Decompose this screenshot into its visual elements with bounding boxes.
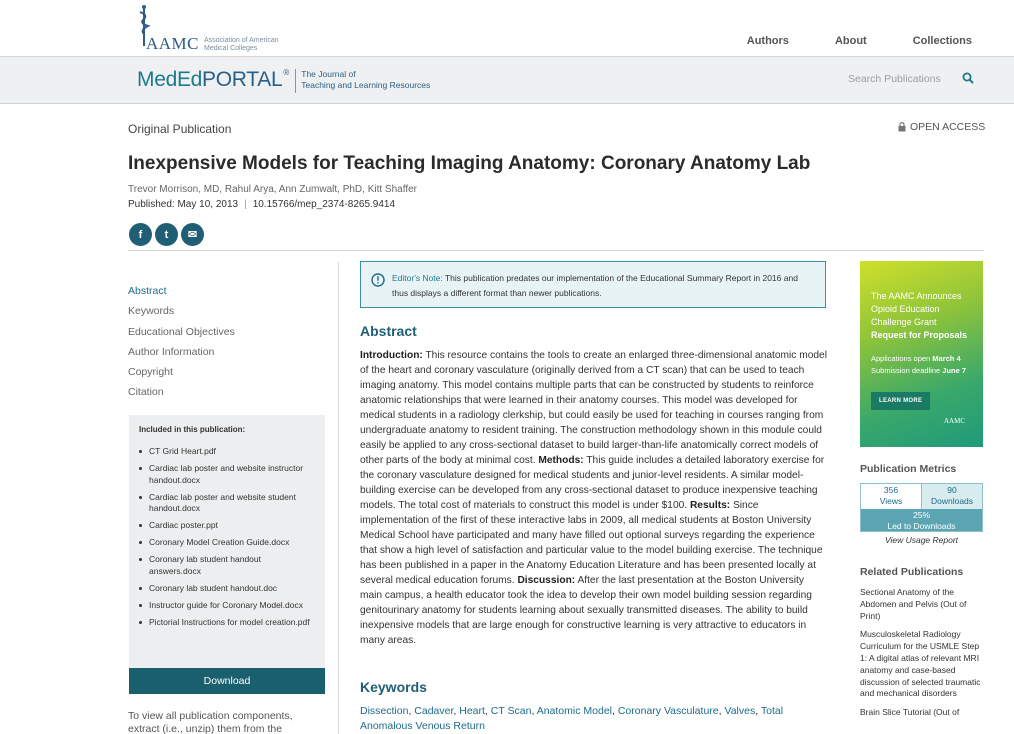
published-date: Published: May 10, 2013 [128, 199, 239, 210]
site-header [0, 0, 1014, 57]
view-usage-report-link[interactable]: View Usage Report [884, 535, 959, 545]
section-nav [128, 285, 235, 407]
ad-title [871, 290, 972, 342]
keyword-link[interactable]: Total Anomalous Venous Return [360, 705, 784, 732]
discussion-text: After the last presentation at the Boston University main campus, a health educator took the idea to develop their own model building session regarding genitourinary anatomy for students learning about sexually transmitted diseases. The ability to build inexpensive models that are large enough for constructive learning is very attractive to educators in many areas. [360, 575, 812, 646]
header-divider [128, 250, 984, 251]
ad-line-1: The AAMC Announces Opioid Education Challenge Grant [871, 291, 962, 327]
info-icon [371, 273, 385, 287]
open-access-label: OPEN ACCESS [910, 121, 986, 133]
ad-dates-1b: March 4 [932, 354, 961, 363]
abstract-body [360, 348, 828, 648]
email-icon[interactable]: ✉ [181, 223, 204, 246]
publication-info [128, 199, 395, 210]
keywords-heading: Keywords [360, 679, 427, 695]
methods-label: Methods: [538, 455, 584, 466]
editors-note [360, 261, 826, 308]
methods-text: This guide includes a detailed laboratory exercise for the coronary vasculature designed for medical students and junior-level residents. A similar model-building exercise can be developed from any cross-sectional dataset to produce inexpensive teaching models. The total cost of materials to construct this model is under $100. [360, 455, 825, 511]
download-button[interactable]: Download [129, 668, 325, 694]
section-link-keywords[interactable]: Keywords [128, 305, 175, 318]
ad-aamc-logo: AAMC [944, 417, 966, 425]
section-link-citation[interactable]: Citation [128, 386, 164, 399]
page-title: Inexpensive Models for Teaching Imaging Anatomy: Coronary Anatomy Lab [128, 153, 811, 174]
unzip-note: To view all publication components, extract (i.e., unzip) them from the [128, 710, 293, 734]
facebook-icon[interactable]: f [129, 223, 152, 246]
nav-authors[interactable]: Authors [746, 35, 789, 47]
lock-icon [898, 122, 906, 132]
keyword-link[interactable]: Valves [724, 705, 756, 717]
aamc-wordmark: AAMC [146, 34, 200, 53]
ad-line-2: Request for Proposals [871, 330, 968, 340]
share-buttons [129, 223, 204, 246]
downloads-metric [921, 484, 982, 509]
keyword-list: Dissection, Cadaver, Heart, CT Scan, Anatomic Model, Coronary Vasculature, Valves, Total Anomalous Venous Return [360, 705, 784, 732]
list-item: Coronary Model Creation Guide.docx [139, 537, 315, 549]
publication-metrics [860, 483, 983, 532]
top-nav [701, 35, 972, 47]
open-access-badge [898, 121, 985, 133]
list-item: Coronary lab student handout.doc [139, 583, 315, 595]
brand-journal [295, 69, 430, 93]
related-item[interactable]: Musculoskeletal Radiology Curriculum for the USMLE Step 1: A digital atlas of relevant MRI anatomy and case-based discussion of selected traumatic and mechanical disorders [860, 629, 981, 699]
led-to-downloads-metric [861, 509, 982, 531]
aamc-subtitle: Association of American Medical Colleges [204, 37, 279, 52]
twitter-icon[interactable]: t [155, 223, 178, 246]
search-input[interactable]: Search Publications [848, 73, 941, 85]
views-label: Views [879, 496, 903, 506]
author-list: Trevor Morrison, MD, Rahul Arya, Ann Zumwalt, PhD, Kitt Shaffer [128, 184, 417, 195]
learn-more-button[interactable]: LEARN MORE [871, 392, 930, 410]
included-heading: Included in this publication: [139, 425, 246, 434]
nav-about[interactable]: About [834, 35, 867, 47]
editors-note-text: This publication predates our implementation of the Educational Summary Report in 2016 and thus displays a different format than newer publications. [392, 273, 798, 298]
ad-dates-2b: June 7 [942, 366, 967, 375]
metrics-heading: Publication Metrics [860, 463, 957, 475]
list-item: Cardiac lab poster and website student handout.docx [139, 492, 315, 515]
search-icon[interactable] [962, 72, 974, 84]
section-link-author-info[interactable]: Author Information [128, 345, 215, 358]
section-link-abstract[interactable]: Abstract [128, 285, 167, 297]
intro-text: This resource contains the tools to create an enlarged three-dimensional anatomic model of the heart and coronary vasculature (originally derived from a CT scan) that can be used to teach imaging anatomy. This model contains multiple parts that can be constructed by students to reinforce anatomic relationships that were learned in their anatomy courses. This model was developed for medical students in a radiology clerkship, but could easily be used for teaching in courses ranging from undergraduate anatomy to resident training. The construction methodology shown in this module could easily be applied to any cross-sectional dataset to build larger-than-life anatomically correct models of other parts of the body at minimal cost. [360, 350, 827, 466]
brand-portal: PORTAL [202, 68, 283, 91]
intro-label: Introduction: [360, 350, 423, 361]
keyword-link[interactable]: Heart [459, 705, 485, 717]
downloads-label: Downloads [930, 496, 974, 506]
keyword-link[interactable]: Dissection [360, 705, 409, 717]
brand-med: MedEd [137, 68, 203, 91]
nav-collections[interactable]: Collections [912, 35, 972, 47]
views-metric [861, 484, 921, 509]
views-count: 356 [883, 485, 899, 495]
opioid-grant-ad[interactable] [860, 261, 983, 447]
ad-dates-1: Applications open [871, 354, 933, 363]
editors-note-label: Editor's Note: [392, 273, 443, 283]
abstract-heading: Abstract [360, 323, 417, 339]
section-link-copyright[interactable]: Copyright [128, 366, 173, 379]
included-file-list [139, 446, 315, 628]
brand-reg: ® [283, 68, 290, 77]
column-divider [338, 262, 339, 734]
separator: | [244, 199, 247, 210]
keyword-link[interactable]: CT Scan [490, 705, 532, 717]
included-files-panel [129, 415, 325, 668]
doi-link[interactable]: 10.15766/mep_2374-8265.9414 [252, 199, 396, 210]
downloads-count: 90 [947, 485, 957, 495]
list-item: Cardiac lab poster and website instructor handout.docx [139, 463, 315, 486]
results-label: Results: [689, 500, 731, 511]
portal-bar [0, 57, 1014, 104]
list-item: Cardiac poster.ppt [139, 520, 315, 532]
keyword-link[interactable]: Anatomic Model [536, 705, 612, 717]
led-pct: 25% [912, 510, 930, 520]
section-link-objectives[interactable]: Educational Objectives [128, 325, 235, 338]
list-item: Pictorial Instructions for model creation.pdf [139, 617, 315, 629]
list-item: Coronary lab student handout answers.docx [139, 554, 315, 577]
publication-type: Original Publication [128, 122, 232, 136]
related-item[interactable]: Sectional Anatomy of the Abdomen and Pelvis (Out of Print) [860, 587, 967, 621]
results-text: Since implementation of the first of these interactive labs in 2009, all medical students at Boston University Medical School have participated and many have filled out optional surveys regarding the experience that show a high level of satisfaction and particular value to the model building exercise. The technique has been published in a paper in the Anatomy Education Literature and has been presented locally at several medical education forums. [360, 500, 823, 586]
brand-name [137, 68, 282, 92]
mededportal-logo[interactable] [137, 68, 430, 93]
related-heading: Related Publications [860, 566, 964, 578]
ad-dates-2: Submission deadline [871, 366, 943, 375]
discussion-label: Discussion: [517, 575, 576, 586]
list-item: CT Grid Heart.pdf [139, 446, 315, 458]
list-item: Instructor guide for Coronary Model.docx [139, 600, 315, 612]
related-item[interactable]: Brain Slice Tutorial (Out of [860, 707, 960, 718]
ad-dates [871, 353, 972, 377]
journal-line-1: The Journal of [301, 69, 356, 79]
led-label: Led to Downloads [887, 521, 956, 531]
keyword-link[interactable]: Coronary Vasculature [617, 705, 719, 717]
journal-line-2: Teaching and Learning Resources [301, 80, 431, 90]
related-publications [860, 587, 984, 726]
keyword-link[interactable]: Cadaver [414, 705, 454, 717]
